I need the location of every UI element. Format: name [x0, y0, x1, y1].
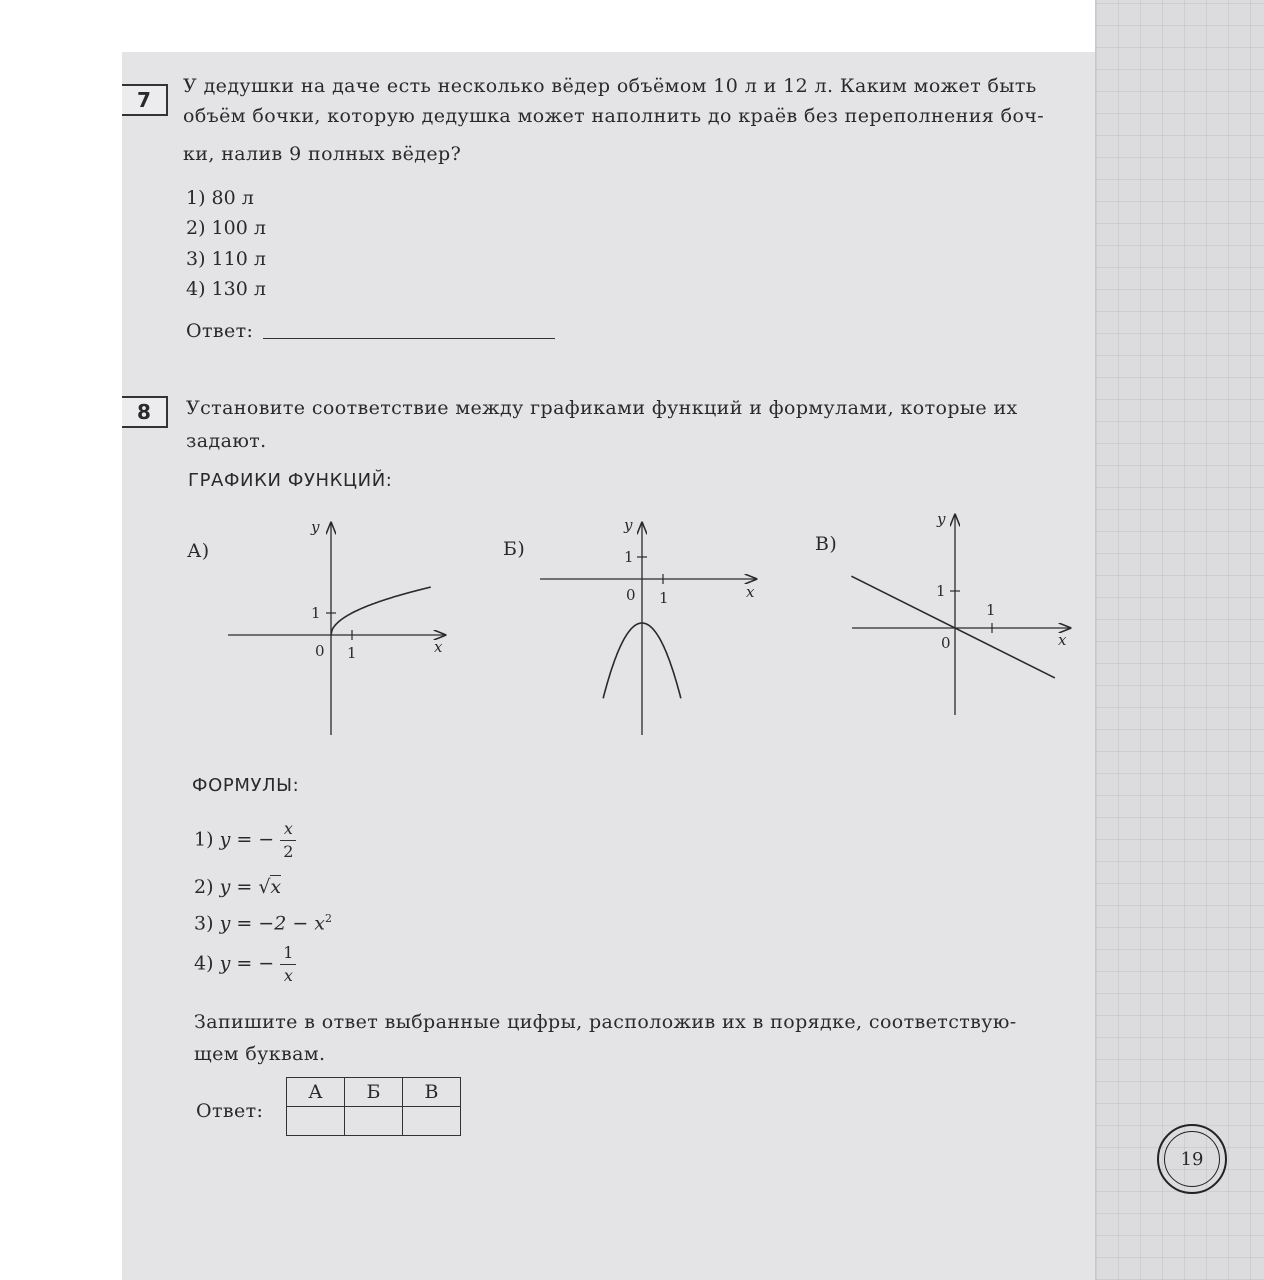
- graph-a-y-label: y: [311, 518, 320, 536]
- sqrt-symbol: √: [258, 876, 271, 898]
- graph-a-y-tick-label: 1: [311, 604, 321, 622]
- task-8-number: 8: [122, 396, 168, 428]
- graph-a-x-label: x: [434, 638, 443, 656]
- answer-cell-a[interactable]: [287, 1107, 345, 1136]
- answer-col-b-header: Б: [345, 1078, 403, 1107]
- graph-a: [225, 515, 455, 740]
- graph-v-x-tick-label: 1: [986, 601, 996, 619]
- instruction-line-1: Запишите в ответ выбранные цифры, расположив их в порядке, соответствую-: [194, 1011, 1017, 1033]
- formula-3: 3) $y = -2 - x^2$: [194, 912, 333, 935]
- task-7-option-2[interactable]: 2) 100 л: [186, 217, 266, 239]
- answer-col-a-header: А: [287, 1078, 345, 1107]
- task-8-text-line-2: задают.: [186, 430, 267, 452]
- bleed-through-answer-grid: [1095, 0, 1264, 1280]
- formula-4-fraction: $\frac{1}{x}$: [280, 942, 296, 987]
- page-number-badge: [1157, 1124, 1227, 1194]
- graph-b: [538, 515, 763, 740]
- task-7-text-line-3: ки, налив 9 полных вёдер?: [183, 143, 462, 165]
- graph-b-letter: Б): [503, 538, 526, 560]
- top-blank-area: [122, 0, 798, 52]
- graph-b-y-label: y: [624, 516, 633, 534]
- graph-a-origin: 0: [315, 642, 325, 660]
- task-8-text-line-1: Установите соответствие между графиками функций и формулами, которые их: [186, 397, 1018, 419]
- graph-a-curve: [331, 587, 431, 635]
- graph-b-y-tick-label: 1: [624, 548, 634, 566]
- task-8-answer-table: [286, 1077, 461, 1136]
- graph-b-origin: 0: [626, 586, 636, 604]
- formula-2: 2) y = √x: [194, 876, 282, 898]
- task-7-answer-label: Ответ:: [186, 320, 254, 342]
- graph-v-letter: В): [815, 533, 838, 555]
- formula-4: 4) y = − $\frac{1}{x}$: [194, 942, 296, 987]
- task-7-text-line-1: У дедушки на даче есть несколько вёдер объёмом 10 л и 12 л. Каким может быть: [183, 75, 1037, 97]
- graph-a-letter: А): [187, 540, 210, 562]
- page-number: 19: [1164, 1131, 1220, 1187]
- answer-cell-b[interactable]: [345, 1107, 403, 1136]
- task-7-option-3[interactable]: 3) 110 л: [186, 248, 266, 270]
- task-7-text-line-2: объём бочки, которую дедушка может наполнить до краёв без переполнения боч-: [183, 105, 1045, 127]
- task-7-option-1[interactable]: 1) 80 л: [186, 187, 254, 209]
- task-7-option-4[interactable]: 4) 130 л: [186, 278, 266, 300]
- graph-b-x-tick-label: 1: [659, 589, 669, 607]
- graph-v: [845, 510, 1075, 720]
- graph-v-y-tick-label: 1: [936, 582, 946, 600]
- graph-v-origin: 0: [941, 634, 951, 652]
- formulas-header: ФОРМУЛЫ:: [192, 775, 300, 796]
- answer-cell-v[interactable]: [403, 1107, 461, 1136]
- answer-col-v-header: В: [403, 1078, 461, 1107]
- graph-v-x-label: x: [1058, 631, 1067, 649]
- graph-b-x-label: x: [746, 583, 755, 601]
- graph-v-y-label: y: [937, 510, 946, 528]
- graph-a-x-tick-label: 1: [347, 644, 357, 662]
- graphs-header: ГРАФИКИ ФУНКЦИЙ:: [188, 470, 393, 491]
- task-7-answer-field[interactable]: [263, 318, 555, 339]
- formula-1: 1) y = − $\frac{x}{2}$: [194, 818, 296, 863]
- formula-1-fraction: $\frac{x}{2}$: [280, 818, 296, 863]
- answer-table-header-row: [287, 1078, 461, 1107]
- instruction-line-2: щем буквам.: [194, 1043, 326, 1065]
- answer-table-input-row: [287, 1107, 461, 1136]
- task-8-answer-label: Ответ:: [196, 1100, 264, 1122]
- task-7-number: 7: [122, 84, 168, 116]
